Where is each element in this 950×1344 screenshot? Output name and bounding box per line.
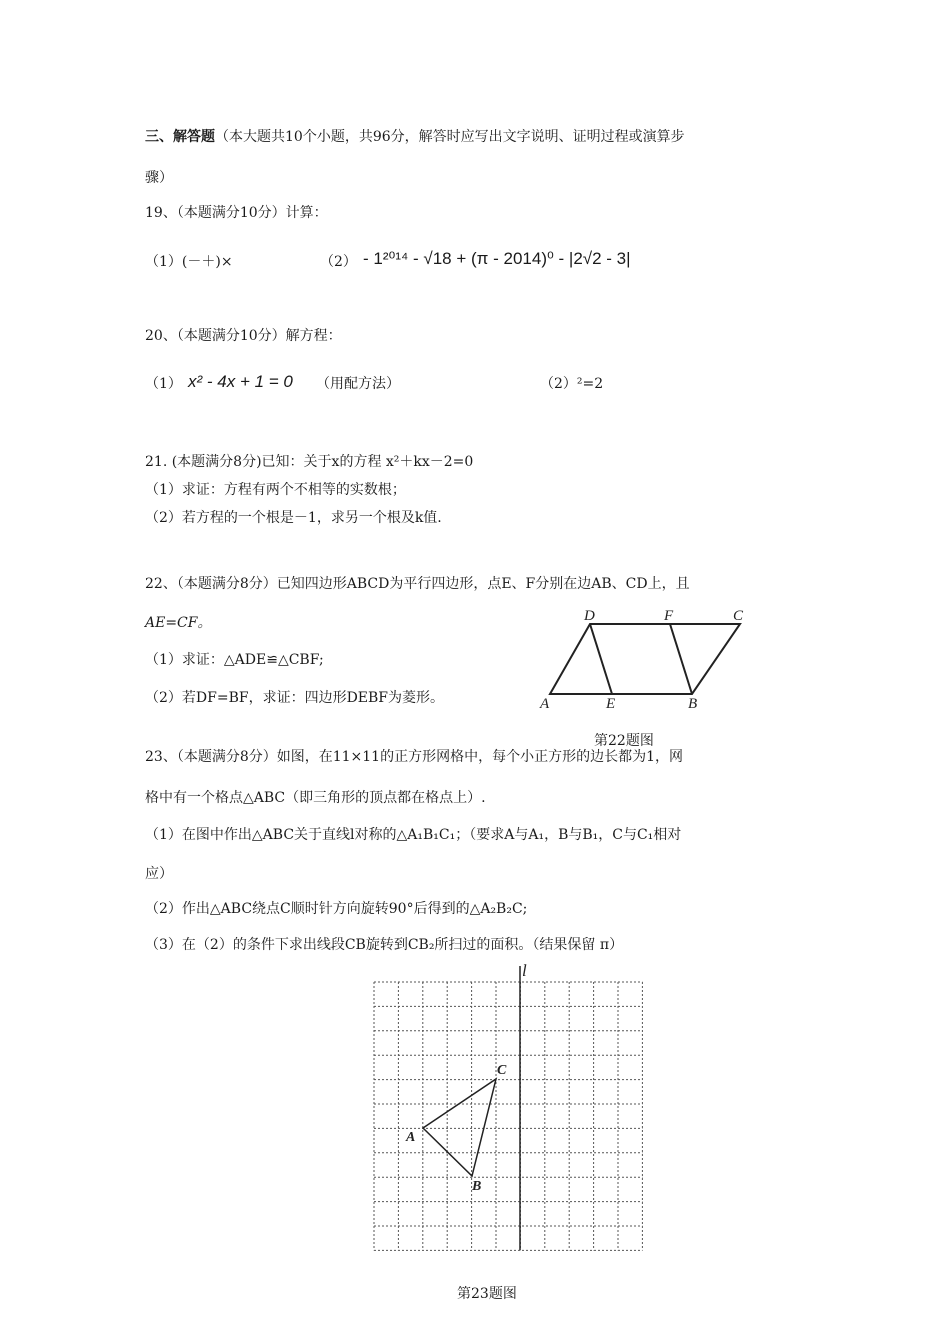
q23-part1-continued: 应） — [145, 866, 173, 882]
q23-grid-figure — [360, 958, 660, 1258]
grid-label-c: C — [497, 1063, 507, 1078]
q22-stem-continued: AE=CF。 — [145, 615, 212, 631]
grid-lines — [374, 982, 642, 1250]
q22-part1: （1）求证：△ADE≌△CBF; — [145, 652, 324, 668]
segment-bf — [670, 624, 692, 694]
q22-figure-caption: 第22题图 — [594, 733, 654, 749]
q23-figure-caption: 第23题图 — [457, 1286, 517, 1302]
segment-de — [590, 624, 612, 694]
q19-stem: 19、（本题满分10分）计算： — [145, 205, 328, 221]
q20-part1-equation: x² - 4x + 1 = 0 — [188, 372, 293, 391]
q19-part2-expression: - 1²⁰¹⁴ - √18 + (π - 2014)⁰ - |2√2 - 3| — [363, 249, 631, 268]
label-e: E — [606, 696, 616, 712]
label-d: D — [584, 608, 595, 624]
q21-part1: （1）求证：方程有两个不相等的实数根； — [145, 482, 406, 498]
triangle-abc — [423, 1079, 496, 1176]
section-note: （本大题共10个小题，共96分，解答时应写出文字说明、证明过程或演算步 — [215, 129, 685, 145]
q23-part3: （3）在（2）的条件下求出线段CB旋转到CB₂所扫过的面积。（结果保留 π） — [145, 937, 624, 953]
line-l-label: l — [522, 961, 527, 980]
grid-label-b: B — [472, 1179, 482, 1194]
q23-stem-continued: 格中有一个格点△ABC（即三角形的顶点都在格点上）. — [145, 790, 486, 806]
q22-stem: 22、（本题满分8分）已知四边形ABCD为平行四边形，点E、F分别在边AB、CD上，且 — [145, 576, 690, 592]
label-c: C — [733, 608, 744, 624]
q19-part2-label: （2） — [320, 254, 357, 270]
grid-label-a: A — [406, 1130, 416, 1145]
q20-part1-method: （用配方法） — [316, 376, 400, 392]
q23-part1: （1）在图中作出△ABC关于直线l对称的△A₁B₁C₁；（要求A与A₁，B与B₁，C与C₁相对 — [145, 827, 682, 843]
label-b: B — [688, 696, 698, 712]
q20-stem: 20、（本题满分10分）解方程： — [145, 328, 342, 344]
q21-stem: 21. (本题满分8分)已知：关于x的方程 x²＋kx－2=0 — [145, 454, 474, 470]
q19-part1: （1）(－＋)× — [145, 254, 233, 270]
q23-part2: （2）作出△ABC绕点C顺时针方向旋转90°后得到的△A₂B₂C; — [145, 901, 528, 917]
q23-stem: 23、（本题满分8分）如图，在11×11的正方形网格中，每个小正方形的边长都为1，网 — [145, 749, 683, 765]
section-title: 三、解答题 — [145, 129, 215, 145]
section-note-continued: 骤） — [145, 170, 173, 186]
label-a: A — [540, 696, 550, 712]
q20-part2: （2）²=2 — [540, 376, 604, 392]
parallelogram-abcd — [550, 624, 740, 694]
q21-part2: （2）若方程的一个根是－1，求另一个根及k值. — [145, 510, 442, 526]
label-f: F — [664, 608, 674, 624]
q22-part2: （2）若DF=BF，求证：四边形DEBF为菱形。 — [145, 690, 445, 706]
section-heading-line — [145, 127, 685, 147]
q20-part1-label: （1） — [145, 376, 182, 392]
q22-parallelogram-figure — [530, 602, 755, 714]
